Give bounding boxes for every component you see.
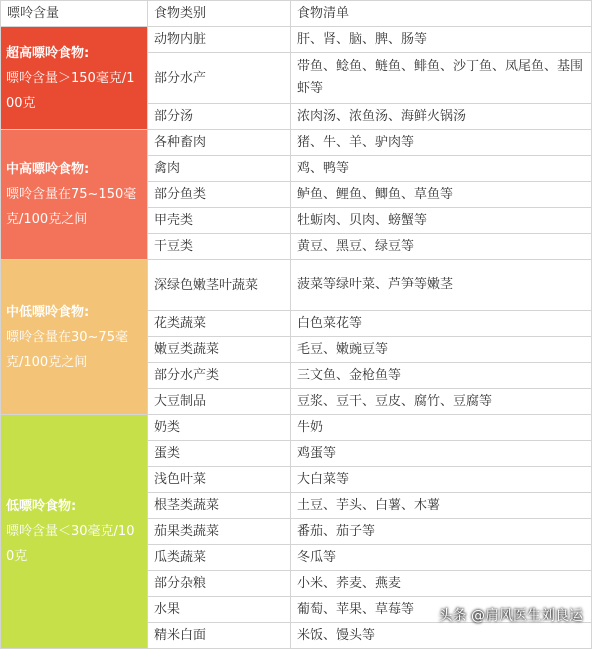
table-row — [1, 415, 592, 441]
level-title: 中高嘌呤食物: — [6, 162, 90, 177]
watermark: 头条 @肩风医生刘良运 — [438, 608, 583, 624]
level-description: 嘌呤含量＜30毫克/100克 — [6, 524, 135, 564]
category-cell: 水果 — [148, 597, 291, 623]
category-cell: 各种畜肉 — [148, 130, 291, 156]
foods-cell: 小米、荞麦、燕麦 — [291, 571, 592, 597]
foods-cell: 鲈鱼、鲤鱼、鲫鱼、草鱼等 — [291, 182, 592, 208]
foods-cell: 菠菜等绿叶菜、芦笋等嫩茎 — [291, 260, 592, 311]
category-cell: 干豆类 — [148, 234, 291, 260]
header-category: 食物类别 — [148, 1, 291, 27]
category-cell: 精米白面 — [148, 623, 291, 649]
foods-cell: 葡萄、苹果、草莓等 — [291, 597, 592, 623]
category-cell: 部分鱼类 — [148, 182, 291, 208]
table-row — [1, 130, 592, 156]
foods-cell: 冬瓜等 — [291, 545, 592, 571]
foods-cell: 黄豆、黑豆、绿豆等 — [291, 234, 592, 260]
category-cell: 根茎类蔬菜 — [148, 493, 291, 519]
foods-cell: 米饭、馒头等 — [291, 623, 592, 649]
table-row — [1, 260, 592, 311]
category-cell: 部分水产类 — [148, 363, 291, 389]
level-description: 嘌呤含量在75~150毫克/100克之间 — [6, 187, 137, 227]
level-cell — [1, 260, 148, 415]
category-cell: 深绿色嫩茎叶蔬菜 — [148, 260, 291, 311]
foods-cell: 番茄、茄子等 — [291, 519, 592, 545]
table-row — [1, 27, 592, 53]
foods-cell: 牡蛎肉、贝肉、螃蟹等 — [291, 208, 592, 234]
category-cell: 禽肉 — [148, 156, 291, 182]
foods-cell: 带鱼、鲶鱼、鲢鱼、鲱鱼、沙丁鱼、凤尾鱼、基围虾等 — [291, 53, 592, 104]
header-level: 嘌呤含量 — [1, 1, 148, 27]
foods-cell: 三文鱼、金枪鱼等 — [291, 363, 592, 389]
category-cell: 部分杂粮 — [148, 571, 291, 597]
level-title: 低嘌呤食物: — [6, 499, 77, 514]
category-cell: 蛋类 — [148, 441, 291, 467]
foods-cell: 猪、牛、羊、驴肉等 — [291, 130, 592, 156]
foods-cell: 浓肉汤、浓鱼汤、海鲜火锅汤 — [291, 104, 592, 130]
level-description: 嘌呤含量在30~75毫克/100克之间 — [6, 329, 128, 370]
category-cell: 浅色叶菜 — [148, 467, 291, 493]
category-cell: 部分水产 — [148, 53, 291, 104]
level-title: 超高嘌呤食物: — [6, 45, 90, 61]
level-cell — [1, 415, 148, 649]
foods-cell: 白色菜花等 — [291, 311, 592, 337]
foods-cell: 毛豆、嫩豌豆等 — [291, 337, 592, 363]
foods-cell: 肝、肾、脑、脾、肠等 — [291, 27, 592, 53]
category-cell: 茄果类蔬菜 — [148, 519, 291, 545]
foods-cell: 大白菜等 — [291, 467, 592, 493]
header-row — [1, 1, 592, 27]
foods-cell: 豆浆、豆干、豆皮、腐竹、豆腐等 — [291, 389, 592, 415]
foods-cell: 鸡、鸭等 — [291, 156, 592, 182]
level-description: 嘌呤含量＞150毫克/100克 — [6, 70, 135, 111]
category-cell: 甲壳类 — [148, 208, 291, 234]
level-cell — [1, 27, 148, 130]
category-cell: 嫩豆类蔬菜 — [148, 337, 291, 363]
header-foods: 食物清单 — [291, 1, 592, 27]
level-title: 中低嘌呤食物: — [6, 304, 90, 320]
table-body — [1, 27, 592, 649]
category-cell: 部分汤 — [148, 104, 291, 130]
foods-cell: 鸡蛋等 — [291, 441, 592, 467]
foods-cell: 土豆、芋头、白薯、木薯 — [291, 493, 592, 519]
category-cell: 瓜类蔬菜 — [148, 545, 291, 571]
category-cell: 奶类 — [148, 415, 291, 441]
category-cell: 动物内脏 — [148, 27, 291, 53]
category-cell: 大豆制品 — [148, 389, 291, 415]
level-cell — [1, 130, 148, 260]
category-cell: 花类蔬菜 — [148, 311, 291, 337]
foods-cell: 牛奶 — [291, 415, 592, 441]
